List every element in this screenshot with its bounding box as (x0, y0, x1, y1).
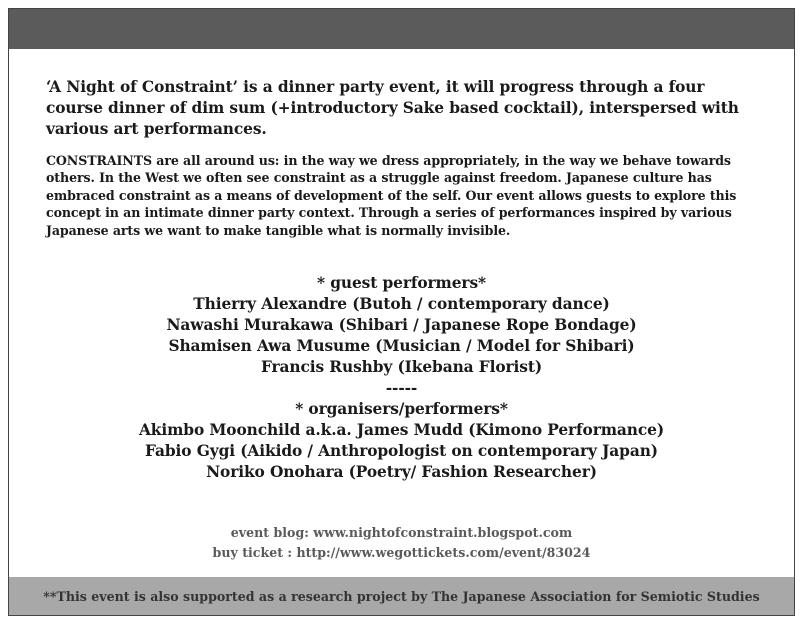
guest-item: Francis Rushby (Ikebana Florist) (260, 358, 543, 376)
flyer (8, 8, 795, 616)
links-block (9, 523, 794, 563)
organisers-heading: * organisers/performers* (295, 400, 508, 418)
performers-list (9, 273, 794, 483)
header-bar (9, 9, 794, 49)
footer-bar (9, 577, 794, 615)
organiser-item: Fabio Gygi (Aikido / Anthropologist on contemporary Japan) (145, 442, 658, 460)
description-paragraph: CONSTRAINTS are all around us: in the way we dress appropriately, in the way we behave towards others. In the West we often see constraint as a struggle against freedom. Japanese culture has embraced constraint as a means of development of the self. Our event allows guests to explore this concept in an intimate dinner party context. Through a series of performances inspired by various Japanese arts we want to make tangible what is normally invisible. (46, 153, 737, 238)
organiser-item: Noriko Onohara (Poetry/ Fashion Researcher) (206, 463, 597, 481)
guest-heading: * guest performers* (317, 274, 486, 292)
event-blog-link[interactable]: event blog: www.nightofconstraint.blogspot.com (230, 525, 573, 540)
guest-item: Nawashi Murakawa (Shibari / Japanese Rope Bondage) (166, 316, 637, 334)
guest-item: Shamisen Awa Musume (Musician / Model for Shibari) (168, 337, 635, 355)
footer-note: **This event is also supported as a research project by The Japanese Association for Semiotic Studies (43, 588, 760, 604)
intro-paragraph: ‘A Night of Constraint’ is a dinner party event, it will progress through a four course dinner of dim sum (+introductory Sake based cocktail), interspersed with various art performances. (46, 78, 739, 138)
organiser-item: Akimbo Moonchild a.k.a. James Mudd (Kimono Performance) (138, 421, 665, 439)
guest-item: Thierry Alexandre (Butoh / contemporary dance) (193, 295, 610, 313)
buy-ticket-link[interactable]: buy ticket : http://www.wegottickets.com/event/83024 (212, 545, 591, 560)
section-separator: ----- (385, 379, 418, 397)
